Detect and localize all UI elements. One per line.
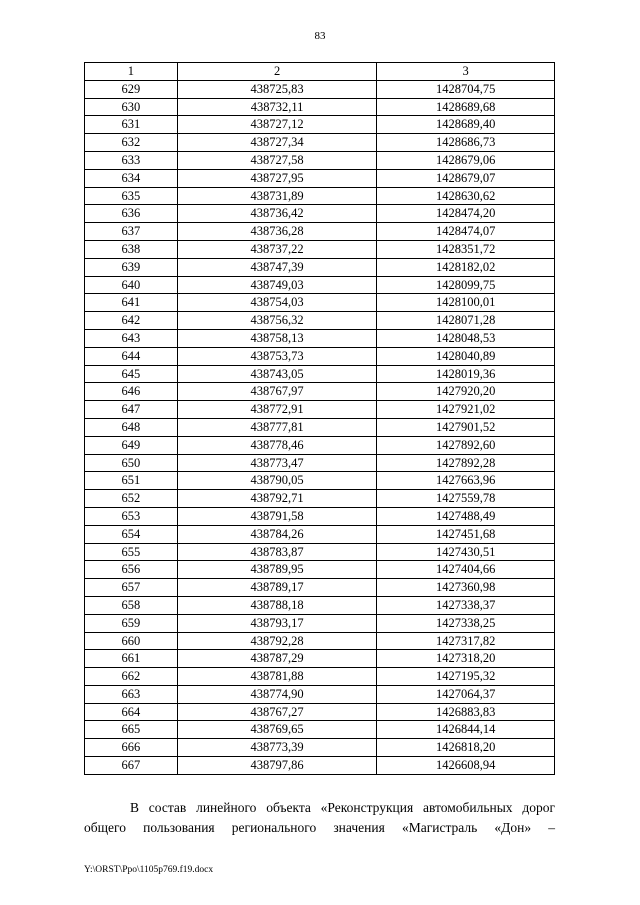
y-coordinate-cell: 1428019,36: [377, 365, 555, 383]
point-number-cell: 661: [85, 650, 178, 668]
column-header-2: 2: [177, 63, 377, 81]
table-row: [85, 383, 555, 401]
point-number-cell: 665: [85, 721, 178, 739]
body-paragraph: [84, 798, 555, 838]
y-coordinate-cell: 1428071,28: [377, 312, 555, 330]
x-coordinate-cell: 438753,73: [177, 347, 377, 365]
y-coordinate-cell: 1427317,82: [377, 632, 555, 650]
point-number-cell: 652: [85, 490, 178, 508]
y-coordinate-cell: 1428689,40: [377, 116, 555, 134]
y-coordinate-cell: 1427488,49: [377, 507, 555, 525]
y-coordinate-cell: 1428351,72: [377, 240, 555, 258]
y-coordinate-cell: 1426883,83: [377, 703, 555, 721]
y-coordinate-cell: 1428474,07: [377, 223, 555, 241]
point-number-cell: 657: [85, 579, 178, 597]
point-number-cell: 658: [85, 596, 178, 614]
table-row: [85, 98, 555, 116]
x-coordinate-cell: 438736,28: [177, 223, 377, 241]
point-number-cell: 639: [85, 258, 178, 276]
point-number-cell: 655: [85, 543, 178, 561]
x-coordinate-cell: 438727,58: [177, 151, 377, 169]
x-coordinate-cell: 438769,65: [177, 721, 377, 739]
x-coordinate-cell: 438747,39: [177, 258, 377, 276]
x-coordinate-cell: 438774,90: [177, 685, 377, 703]
table-row: [85, 525, 555, 543]
y-coordinate-cell: 1427663,96: [377, 472, 555, 490]
column-header-1: 1: [85, 63, 178, 81]
point-number-cell: 637: [85, 223, 178, 241]
point-number-cell: 663: [85, 685, 178, 703]
coordinates-table: [84, 62, 555, 775]
table-body: [85, 80, 555, 774]
table-row: [85, 490, 555, 508]
y-coordinate-cell: 1427559,78: [377, 490, 555, 508]
x-coordinate-cell: 438792,71: [177, 490, 377, 508]
x-coordinate-cell: 438790,05: [177, 472, 377, 490]
point-number-cell: 634: [85, 169, 178, 187]
table-row: [85, 703, 555, 721]
table-row: [85, 739, 555, 757]
table-row: [85, 329, 555, 347]
point-number-cell: 651: [85, 472, 178, 490]
x-coordinate-cell: 438732,11: [177, 98, 377, 116]
table-row: [85, 436, 555, 454]
table-row: [85, 365, 555, 383]
x-coordinate-cell: 438789,17: [177, 579, 377, 597]
point-number-cell: 650: [85, 454, 178, 472]
point-number-cell: 662: [85, 668, 178, 686]
y-coordinate-cell: 1426818,20: [377, 739, 555, 757]
x-coordinate-cell: 438727,12: [177, 116, 377, 134]
point-number-cell: 638: [85, 240, 178, 258]
y-coordinate-cell: 1428100,01: [377, 294, 555, 312]
table-row: [85, 205, 555, 223]
point-number-cell: 641: [85, 294, 178, 312]
point-number-cell: 642: [85, 312, 178, 330]
table-row: [85, 223, 555, 241]
table-row: [85, 650, 555, 668]
x-coordinate-cell: 438772,91: [177, 401, 377, 419]
column-header-3: 3: [377, 63, 555, 81]
y-coordinate-cell: 1426608,94: [377, 757, 555, 775]
y-coordinate-cell: 1428040,89: [377, 347, 555, 365]
y-coordinate-cell: 1427318,20: [377, 650, 555, 668]
x-coordinate-cell: 438758,13: [177, 329, 377, 347]
point-number-cell: 635: [85, 187, 178, 205]
point-number-cell: 654: [85, 525, 178, 543]
y-coordinate-cell: 1428704,75: [377, 80, 555, 98]
x-coordinate-cell: 438788,18: [177, 596, 377, 614]
paragraph-line-1-text: В состав линейного объекта «Реконструкция автомобильных дорог: [130, 800, 555, 815]
x-coordinate-cell: 438743,05: [177, 365, 377, 383]
point-number-cell: 645: [85, 365, 178, 383]
page-number: 83: [314, 30, 326, 42]
y-coordinate-cell: 1427430,51: [377, 543, 555, 561]
x-coordinate-cell: 438725,83: [177, 80, 377, 98]
y-coordinate-cell: 1427338,25: [377, 614, 555, 632]
x-coordinate-cell: 438767,97: [177, 383, 377, 401]
y-coordinate-cell: 1428679,07: [377, 169, 555, 187]
y-coordinate-cell: 1428679,06: [377, 151, 555, 169]
point-number-cell: 659: [85, 614, 178, 632]
point-number-cell: 630: [85, 98, 178, 116]
point-number-cell: 664: [85, 703, 178, 721]
y-coordinate-cell: 1428182,02: [377, 258, 555, 276]
x-coordinate-cell: 438793,17: [177, 614, 377, 632]
table-row: [85, 187, 555, 205]
x-coordinate-cell: 438754,03: [177, 294, 377, 312]
table-row: [85, 507, 555, 525]
table-row: [85, 632, 555, 650]
x-coordinate-cell: 438749,03: [177, 276, 377, 294]
x-coordinate-cell: 438773,39: [177, 739, 377, 757]
point-number-cell: 667: [85, 757, 178, 775]
x-coordinate-cell: 438781,88: [177, 668, 377, 686]
table-row: [85, 685, 555, 703]
point-number-cell: 629: [85, 80, 178, 98]
table-row: [85, 116, 555, 134]
x-coordinate-cell: 438736,42: [177, 205, 377, 223]
table-row: [85, 472, 555, 490]
x-coordinate-cell: 438783,87: [177, 543, 377, 561]
x-coordinate-cell: 438784,26: [177, 525, 377, 543]
point-number-cell: 644: [85, 347, 178, 365]
point-number-cell: 660: [85, 632, 178, 650]
table-row: [85, 401, 555, 419]
table-row: [85, 418, 555, 436]
y-coordinate-cell: 1427338,37: [377, 596, 555, 614]
y-coordinate-cell: 1426844,14: [377, 721, 555, 739]
x-coordinate-cell: 438773,47: [177, 454, 377, 472]
table-row: [85, 454, 555, 472]
x-coordinate-cell: 438737,22: [177, 240, 377, 258]
x-coordinate-cell: 438756,32: [177, 312, 377, 330]
table-row: [85, 294, 555, 312]
x-coordinate-cell: 438777,81: [177, 418, 377, 436]
point-number-cell: 636: [85, 205, 178, 223]
table-row: [85, 151, 555, 169]
y-coordinate-cell: 1427920,20: [377, 383, 555, 401]
y-coordinate-cell: 1428689,68: [377, 98, 555, 116]
table-row: [85, 169, 555, 187]
table-row: [85, 668, 555, 686]
y-coordinate-cell: 1427404,66: [377, 561, 555, 579]
table-row: [85, 240, 555, 258]
table-header-row: [85, 63, 555, 81]
x-coordinate-cell: 438792,28: [177, 632, 377, 650]
x-coordinate-cell: 438787,29: [177, 650, 377, 668]
y-coordinate-cell: 1427921,02: [377, 401, 555, 419]
table-row: [85, 561, 555, 579]
y-coordinate-cell: 1428474,20: [377, 205, 555, 223]
point-number-cell: 648: [85, 418, 178, 436]
x-coordinate-cell: 438789,95: [177, 561, 377, 579]
y-coordinate-cell: 1428630,62: [377, 187, 555, 205]
paragraph-line: [84, 798, 555, 818]
y-coordinate-cell: 1427892,60: [377, 436, 555, 454]
table-row: [85, 579, 555, 597]
y-coordinate-cell: 1428099,75: [377, 276, 555, 294]
y-coordinate-cell: 1427195,32: [377, 668, 555, 686]
point-number-cell: 647: [85, 401, 178, 419]
point-number-cell: 653: [85, 507, 178, 525]
point-number-cell: 640: [85, 276, 178, 294]
table-row: [85, 134, 555, 152]
table-row: [85, 596, 555, 614]
y-coordinate-cell: 1428686,73: [377, 134, 555, 152]
x-coordinate-cell: 438767,27: [177, 703, 377, 721]
x-coordinate-cell: 438727,34: [177, 134, 377, 152]
y-coordinate-cell: 1427451,68: [377, 525, 555, 543]
point-number-cell: 649: [85, 436, 178, 454]
table-row: [85, 276, 555, 294]
table-row: [85, 543, 555, 561]
point-number-cell: 633: [85, 151, 178, 169]
table-row: [85, 757, 555, 775]
x-coordinate-cell: 438778,46: [177, 436, 377, 454]
point-number-cell: 643: [85, 329, 178, 347]
y-coordinate-cell: 1427360,98: [377, 579, 555, 597]
point-number-cell: 632: [85, 134, 178, 152]
paragraph-line: общего пользования регионального значения «Магистраль «Дон» –: [84, 820, 555, 835]
table-row: [85, 80, 555, 98]
table-row: [85, 347, 555, 365]
x-coordinate-cell: 438797,86: [177, 757, 377, 775]
x-coordinate-cell: 438731,89: [177, 187, 377, 205]
y-coordinate-cell: 1427892,28: [377, 454, 555, 472]
y-coordinate-cell: 1427901,52: [377, 418, 555, 436]
point-number-cell: 666: [85, 739, 178, 757]
file-path-footer: Y:\ORST\Ppo\1105p769.f19.docx: [84, 865, 214, 875]
point-number-cell: 646: [85, 383, 178, 401]
table-row: [85, 258, 555, 276]
point-number-cell: 631: [85, 116, 178, 134]
table-row: [85, 312, 555, 330]
x-coordinate-cell: 438727,95: [177, 169, 377, 187]
x-coordinate-cell: 438791,58: [177, 507, 377, 525]
point-number-cell: 656: [85, 561, 178, 579]
y-coordinate-cell: 1428048,53: [377, 329, 555, 347]
table-row: [85, 614, 555, 632]
table-row: [85, 721, 555, 739]
y-coordinate-cell: 1427064,37: [377, 685, 555, 703]
